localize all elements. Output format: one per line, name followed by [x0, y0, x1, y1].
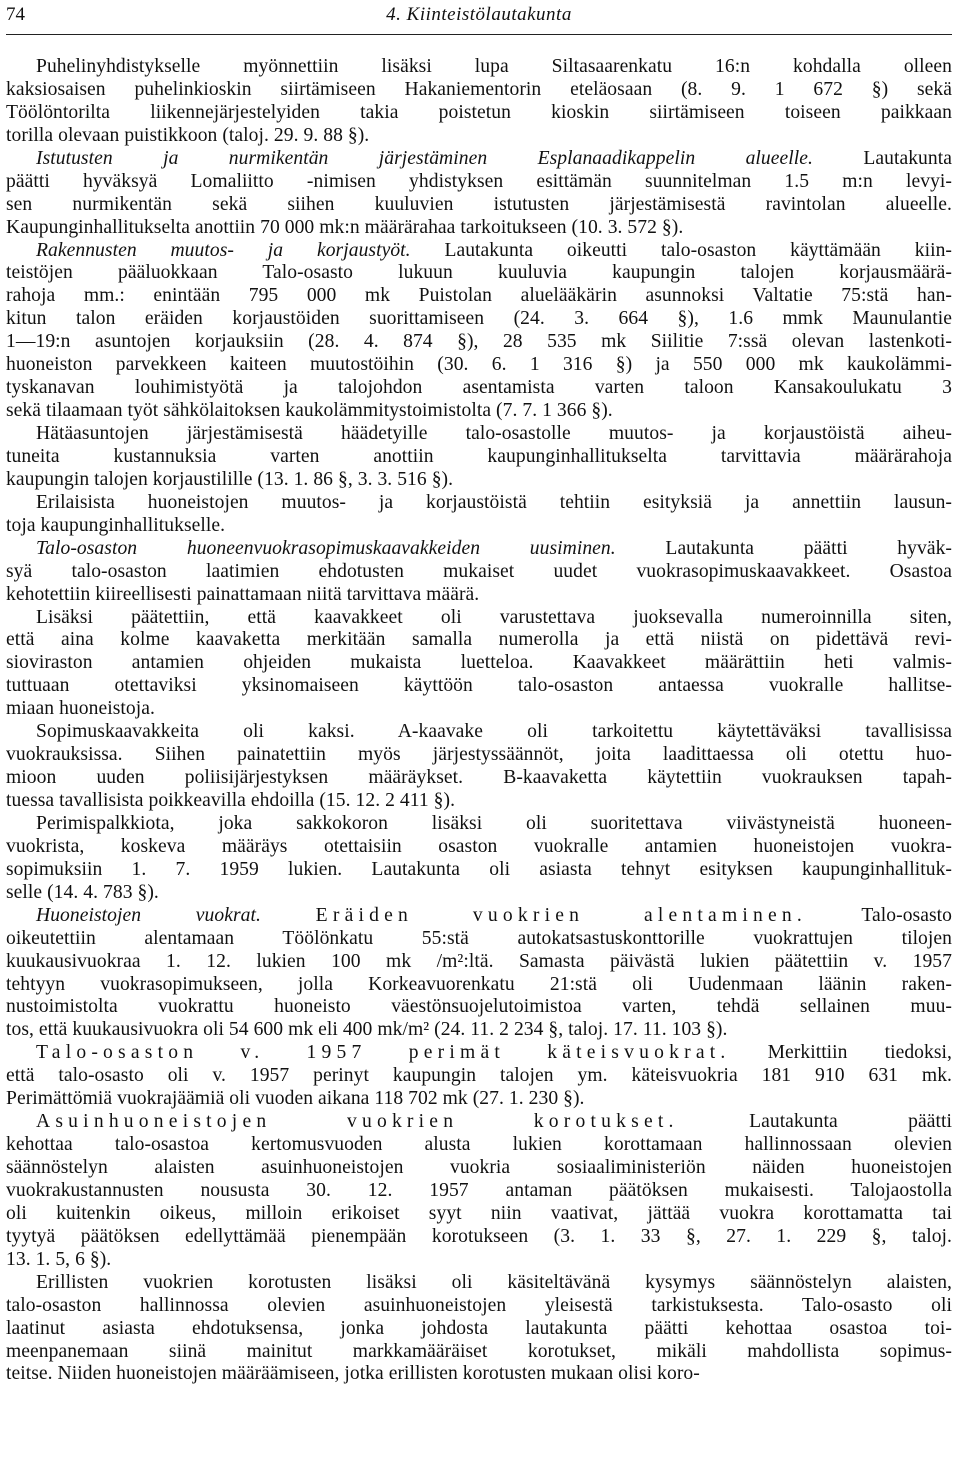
text-run: kitun talon eräiden korjaustöiden suorittamiseen (24. 3. 664 §), 1.6 mmk Maunulantie: [6, 308, 952, 330]
paragraph: [6, 905, 952, 1043]
paragraph: [6, 56, 952, 148]
running-title: 4. Kiinteistölautakunta: [386, 4, 572, 25]
text-line: [6, 974, 952, 997]
text-line: [6, 102, 952, 125]
text-run: vuokrakustannusten noususta 30. 12. 1957 antaman päätöksen mukaisesti. Talojaostolla: [6, 1179, 952, 1201]
text-line: [6, 1341, 952, 1364]
text-line: [6, 446, 952, 469]
italic-heading: Talo-osaston huoneenvuokrasopimuskaavakkeiden uusiminen.: [36, 537, 616, 559]
text-run: vuokrista, koskeva määräys otettaisiin osaston vuokralle antamien huoneistojen vuokra-: [6, 835, 952, 857]
text-line: [6, 951, 952, 974]
text-line: [6, 56, 952, 79]
text-line: [6, 1019, 952, 1042]
text-run: Lautakunta päätti: [678, 1111, 952, 1133]
text-run: nustoimistolta vuokrattu huoneisto väestönsuojelutoimistoa varten, tehdä sellainen muu-: [6, 996, 952, 1018]
text-run: Merkittiin tiedoksi,: [730, 1042, 952, 1064]
paragraph: [6, 1042, 952, 1111]
text-line: [6, 767, 952, 790]
text-run: toja kaupunginhallitukselle.: [6, 514, 226, 536]
text-line: [6, 561, 952, 584]
paragraph: [6, 492, 952, 538]
text-run: tuttuaan otettaviksi yksinomaiseen käyttöön talo-osaston antaessa vuokralle hallitse-: [6, 675, 952, 697]
paragraph: [6, 423, 952, 492]
text-line: [6, 125, 952, 148]
text-line: [6, 171, 952, 194]
text-line: [6, 1295, 952, 1318]
text-line: [6, 240, 952, 263]
text-run: että talo-osasto oli v. 1957 perinyt kaupungin talojen ym. käteisvuokria 181 910 631 mk.: [6, 1065, 952, 1087]
text-run: syä talo-osaston laatimien ehdotusten mukaiset uudet vuokrasopimuskaavakkeet. Osastoa: [6, 560, 952, 582]
italic-heading: Huoneistojen vuokrat.: [36, 904, 261, 926]
text-line: [6, 1088, 952, 1111]
text-run: Töölöntorilta liikennejärjestelyiden takia poistetun kioskin siirtämiseen toiseen paikkaan: [6, 101, 952, 123]
text-line: [6, 515, 952, 538]
text-line: [6, 675, 952, 698]
text-run: kaksiosaisen puhelinkioskin siirtämiseen Hakaniementorin eteläosaan (8. 9. 1 672 §) sekä: [6, 78, 952, 100]
italic-heading: Rakennusten muutos- ja korjaustyöt.: [36, 239, 411, 261]
paragraph: [6, 607, 952, 722]
text-line: [6, 1363, 952, 1386]
text-line: [6, 492, 952, 515]
text-line: [6, 469, 952, 492]
text-run: Talo-osasto: [807, 904, 952, 926]
spaced-heading: Asuinhuoneistojen vuokrien korotukset.: [36, 1111, 679, 1133]
text-line: [6, 607, 952, 630]
text-run: mioon uuden poliisijärjestyksen määräykset. B-kaavaketta käytettiin vuokrauksen tapah-: [6, 767, 952, 789]
text-run: Kaupunginhallitukselta anottiin 70 000 mk:n määrärahaa tarkoitukseen (10. 3. 572 §).: [6, 216, 684, 238]
text-line: [6, 194, 952, 217]
text-run: tuneita kustannuksia varten anottiin kaupunginhallitukselta tarvittavia määrärahoja: [6, 445, 952, 467]
paragraph: [6, 813, 952, 905]
spaced-heading: Eräiden vuokrien alentaminen.: [315, 904, 808, 926]
text-run: kuukausivuokraa 1. 12. lukien 100 mk /m²:ltä. Samasta päivästä lukien päätettiin v. 1957: [6, 950, 952, 972]
text-run: Lautakunta oikeutti talo-osaston käyttämään kiin-: [410, 239, 952, 261]
paragraph: [6, 1272, 952, 1387]
text-line: [6, 859, 952, 882]
text-line: [6, 698, 952, 721]
text-run: laatinut asiasta ehdotuksensa, jonka johdosta lautakunta päätti kehottaa osastoa toi-: [6, 1317, 952, 1339]
text-line: [6, 1042, 952, 1065]
text-line: [6, 308, 952, 331]
italic-heading: Istutusten ja nurmikentän järjestäminen Esplanaadikappelin alueelle.: [36, 147, 813, 169]
body-text: [6, 56, 952, 1386]
text-run: teistöjen pääluokkaan Talo-osasto lukuun kuuluvia kaupungin talojen korjausmäärä-: [6, 262, 952, 284]
text-run: kaupungin talojen korjaustilille (13. 1. 86 §, 3. 3. 516 §).: [6, 468, 454, 490]
text-line: [6, 285, 952, 308]
text-run: [261, 905, 316, 926]
paragraph: [6, 721, 952, 813]
text-line: [6, 1111, 952, 1134]
text-run: Sopimuskaavakkeita oli kaksi. A-kaavake oli tarkoitettu käytettäväksi tavallisissa: [36, 721, 952, 743]
text-run: Erillisten vuokrien korotusten lisäksi oli käsiteltävänä kysymys säännöstelyn alaisten,: [36, 1271, 952, 1293]
text-run: oli kuitenkin oikeus, milloin erikoiset syyt niin vaativat, jättää vuokra korottamatta tai: [6, 1202, 952, 1224]
text-line: [6, 813, 952, 836]
text-line: [6, 790, 952, 813]
text-run: teitse. Niiden huoneistojen määräämiseen, jotka erillisten korotusten mukaan olisi koro-: [6, 1363, 700, 1385]
text-run: talo-osaston hallinnossa olevien asuinhuoneistojen yleisestä tarkistuksesta. Talo-osasto oli: [6, 1294, 952, 1316]
text-run: sioviraston antamien ohjeiden mukaista luetteloa. Kaavakkeet määrättiin heti valmis-: [6, 652, 952, 674]
text-line: [6, 262, 952, 285]
text-run: sekä tilaamaan työt sähkölaitoksen kaukolämmitystoimistolta (7. 7. 1 366 §).: [6, 400, 613, 422]
header-rule: [6, 34, 952, 35]
text-run: oikeutettiin alentamaan Töölönkatu 55:stä autokatsastuskonttorille vuokrattujen tilojen: [6, 927, 952, 949]
text-run: Perimättömiä vuokrajäämiä oli vuoden aikana 118 702 mk (27. 1. 230 §).: [6, 1088, 585, 1110]
page-number: 74: [6, 4, 25, 25]
text-line: [6, 629, 952, 652]
text-line: [6, 1272, 952, 1295]
text-line: [6, 1226, 952, 1249]
text-line: [6, 1065, 952, 1088]
text-line: [6, 1180, 952, 1203]
text-line: [6, 400, 952, 423]
text-run: vuokrauksissa. Siihen painatettiin myös järjestyssäännöt, joita laadittaessa oli otettu huo-: [6, 744, 952, 766]
paragraph: [6, 148, 952, 240]
text-run: meenpanemaan siinä mainitut markkamääräiset korotukset, mikäli mahdollista sopimus-: [6, 1340, 952, 1362]
text-run: selle (14. 4. 783 §).: [6, 881, 159, 903]
text-line: [6, 836, 952, 859]
paragraph: [6, 240, 952, 424]
text-run: tyskanavan louhimistyötä ja talojohdon asentamista varten taloon Kansakoulukatu 3: [6, 377, 952, 399]
text-line: [6, 1157, 952, 1180]
text-line: [6, 721, 952, 744]
text-line: [6, 217, 952, 240]
text-run: Hätäasuntojen järjestämisestä häädetyille talo-osastolle muutos- ja korjaustöistä aiheu-: [36, 423, 952, 444]
text-line: [6, 1249, 952, 1272]
text-run: kehotettiin kiireellisesti painattamaan niitä tarvittava määrä.: [6, 583, 480, 605]
text-run: Lisäksi päätettiin, että kaavakkeet oli varustettava juoksevalla numeroinnilla siten,: [36, 606, 952, 628]
text-line: [6, 1134, 952, 1157]
text-line: [6, 996, 952, 1019]
text-run: 1—19:n asuntojen korjauksiin (28. 4. 874 §), 28 535 mk Siilitie 7:ssä olevan lastenkoti-: [6, 331, 952, 353]
paragraph: [6, 1111, 952, 1272]
text-run: tos, että kuukausivuokra oli 54 600 mk eli 400 mk/m² (24. 11. 2 234 §, taloj. 17. 11. 103 §).: [6, 1019, 728, 1041]
text-run: Lautakunta: [812, 147, 952, 169]
text-line: [6, 584, 952, 607]
text-line: [6, 423, 952, 446]
text-line: [6, 377, 952, 400]
running-header: [6, 4, 952, 30]
text-run: kehottaa talo-osastoa kertomusvuoden alusta lukien korottamaan hallinnossaan olevien: [6, 1134, 952, 1156]
text-run: säännöstelyn alaisten asuinhuoneistojen vuokria sosiaaliministeriön näiden huoneistojen: [6, 1157, 952, 1178]
text-line: [6, 882, 952, 905]
text-run: torilla olevaan puistikkoon (taloj. 29. 9. 88 §).: [6, 124, 370, 146]
text-run: Lautakunta päätti hyväk-: [615, 537, 952, 559]
text-line: [6, 538, 952, 561]
text-run: että aina kolme kaavaketta merkitään samalla numerolla ja että niistä on pidettävä revi-: [6, 629, 952, 651]
spaced-heading: Talo-osaston v. 1957 perimät käteisvuokrat.: [36, 1042, 731, 1064]
text-run: päätti hyväksyä Lomaliitto -nimisen yhdistyksen esittämän suunnitelman 1.5 m:n levyi-: [6, 170, 952, 192]
text-run: tuessa tavallisista poikkeavilla ehdoilla (15. 12. 2 411 §).: [6, 790, 456, 811]
text-line: [6, 1318, 952, 1341]
text-run: huoneiston parvekkeen kaiteen muutostöihin (30. 6. 1 316 §) ja 550 000 mk kaukolämmi-: [6, 354, 952, 376]
text-run: sen nurmikentän sekä siihen kuuluvien istutusten järjestämisestä ravintolan alueelle.: [6, 193, 952, 215]
text-run: Puhelinyhdistykselle myönnettiin lisäksi lupa Siltasaarenkatu 16:n kohdalla olleen: [36, 56, 952, 77]
text-line: [6, 928, 952, 951]
text-run: 13. 1. 5, 6 §).: [6, 1248, 112, 1270]
text-run: sopimuksiin 1. 7. 1959 lukien. Lautakunta oli asiasta tehnyt esityksen kaupunginhallituk-: [6, 858, 952, 880]
text-run: miaan huoneistoja.: [6, 698, 155, 720]
text-run: Perimispalkkiota, joka sakkokoron lisäksi oli suoritettava viivästyneistä huoneen-: [36, 812, 952, 834]
text-line: [6, 354, 952, 377]
text-line: [6, 148, 952, 171]
text-line: [6, 905, 952, 928]
paragraph: [6, 538, 952, 607]
text-line: [6, 1203, 952, 1226]
text-line: [6, 744, 952, 767]
text-line: [6, 652, 952, 675]
text-run: Erilaisista huoneistojen muutos- ja korjaustöistä tehtiin esityksiä ja annettiin lausun-: [36, 491, 952, 513]
text-run: rahoja mm.: enintään 795 000 mk Puistolan aluelääkärin asunnoksi Valtatie 75:stä han-: [6, 285, 952, 307]
text-run: tehtyyn vuokrasopimukseen, jolla Korkeavuorenkatu 21:stä oli Uudenmaan läänin raken-: [6, 973, 952, 995]
text-run: tyytyä päätöksen edellyttämää pienempään korotukseen (3. 1. 33 §, 27. 1. 229 §, taloj.: [6, 1225, 952, 1247]
text-line: [6, 331, 952, 354]
text-line: [6, 79, 952, 102]
